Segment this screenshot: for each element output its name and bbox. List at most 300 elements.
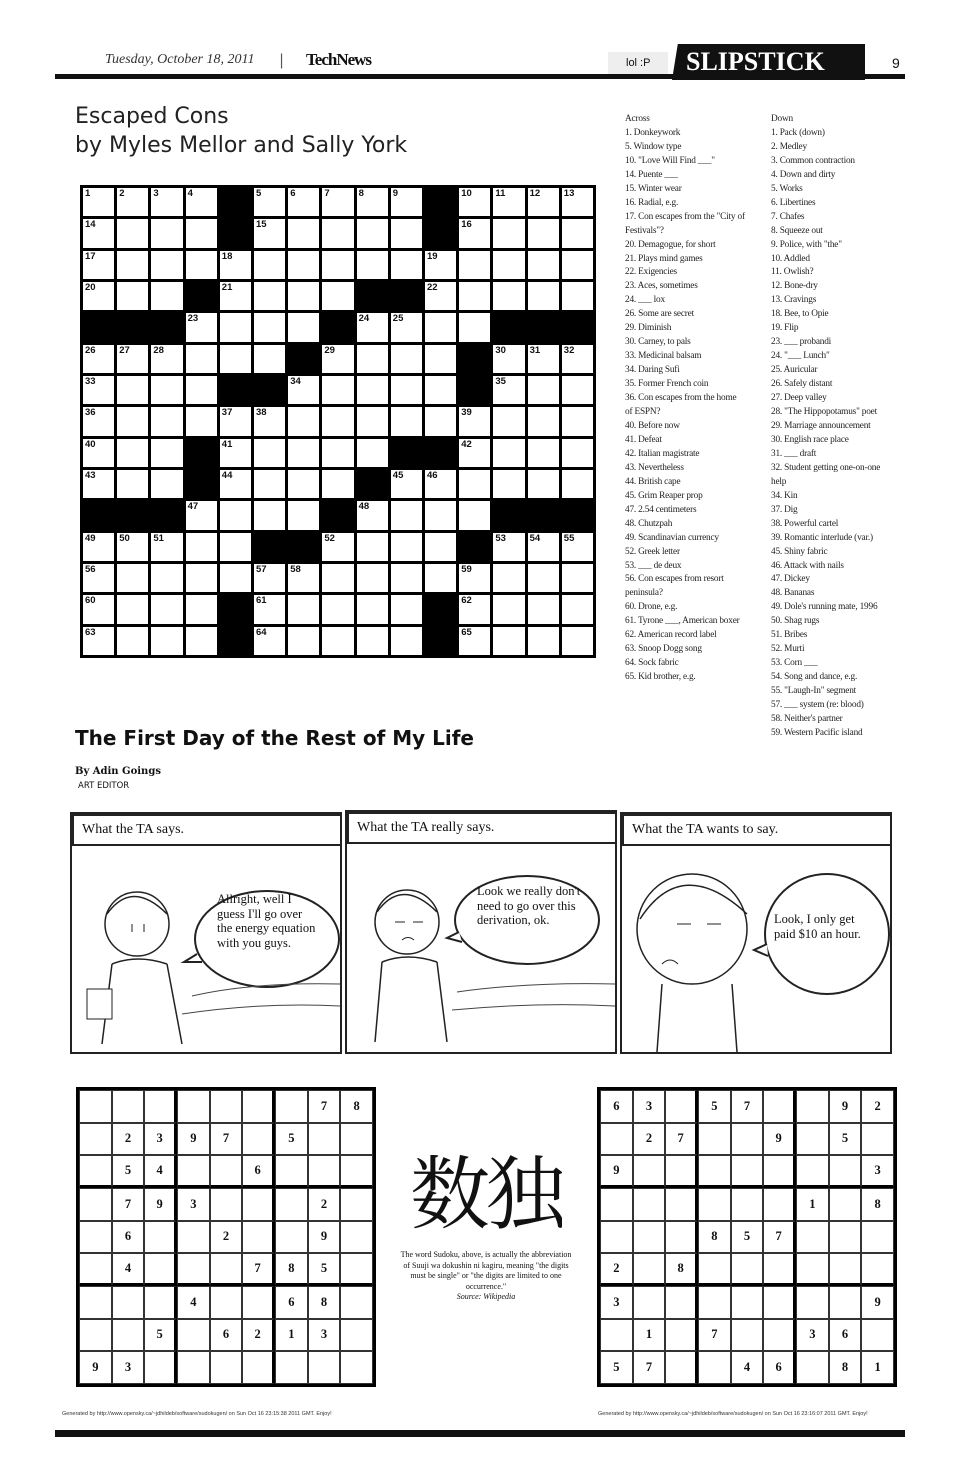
sudoku-cell[interactable]: 6 (829, 1319, 862, 1352)
crossword-cell (322, 219, 353, 247)
black-square (220, 595, 251, 623)
sudoku-cell[interactable] (829, 1286, 862, 1319)
crossword-cell (186, 376, 217, 404)
sudoku-cell[interactable] (242, 1286, 275, 1319)
black-square (186, 282, 217, 310)
sudoku-cell[interactable] (763, 1155, 796, 1188)
sudoku-cell[interactable] (665, 1188, 698, 1221)
sudoku-cell[interactable] (177, 1351, 210, 1384)
across-clue: 34. Daring Sufi (625, 365, 680, 376)
crossword-cell: 57 (254, 564, 285, 592)
sudoku-cell[interactable] (242, 1221, 275, 1254)
crossword-cell (528, 439, 559, 467)
sudoku-cell[interactable]: 6 (210, 1319, 243, 1352)
across-clue: 5. Window type (625, 141, 682, 152)
sudoku-cell[interactable] (763, 1188, 796, 1221)
crossword-cell: 61 (254, 595, 285, 623)
sudoku-cell[interactable] (665, 1351, 698, 1384)
sudoku-cell[interactable] (633, 1188, 666, 1221)
crossword-cell (493, 470, 524, 498)
across-clue: 56. Con escapes from resort (625, 574, 724, 585)
sudoku-cell[interactable]: 7 (633, 1351, 666, 1384)
across-clue: 65. Kid brother, e.g. (625, 672, 696, 683)
sudoku-cell[interactable] (665, 1155, 698, 1188)
sudoku-cell[interactable] (796, 1123, 829, 1156)
black-square (220, 219, 251, 247)
sudoku-cell[interactable] (340, 1351, 373, 1384)
sudoku-cell[interactable] (829, 1188, 862, 1221)
down-clue: 24. "___ Lunch" (771, 351, 830, 362)
crossword-cell: 34 (288, 376, 319, 404)
sudoku-cell[interactable] (308, 1155, 341, 1188)
down-clue: 29. Marriage announcement (771, 420, 871, 431)
sudoku-cell[interactable] (665, 1221, 698, 1254)
crossword-cell (288, 407, 319, 435)
down-clue: 38. Powerful cartel (771, 518, 839, 529)
panel-caption: What the TA says. (72, 814, 342, 846)
sudoku-cell[interactable] (177, 1090, 210, 1123)
sudoku-cell[interactable] (340, 1221, 373, 1254)
across-clue: 36. Con escapes from the home (625, 393, 737, 404)
sudoku-cell[interactable] (308, 1123, 341, 1156)
crossword-cell: 20 (83, 282, 114, 310)
sudoku-cell[interactable] (144, 1286, 177, 1319)
crossword-cell (117, 564, 148, 592)
sudoku-cell[interactable] (79, 1221, 112, 1254)
sudoku-cell[interactable] (242, 1123, 275, 1156)
sudoku-cell[interactable] (763, 1090, 796, 1123)
crossword-cell (288, 313, 319, 341)
crossword-cell (117, 376, 148, 404)
black-square (425, 219, 456, 247)
crossword-cell (117, 595, 148, 623)
comic-byline: By Adin Goings (75, 766, 161, 777)
sudoku-cell[interactable] (177, 1319, 210, 1352)
crossword-cell: 63 (83, 627, 114, 655)
sudoku-cell[interactable]: 6 (112, 1221, 145, 1254)
sudoku-cell[interactable]: 8 (829, 1351, 862, 1384)
sudoku-cell[interactable] (861, 1123, 894, 1156)
black-square (391, 282, 422, 310)
crossword-cell (391, 251, 422, 279)
panel-caption: What the TA really says. (347, 812, 617, 844)
author-role: ART EDITOR (78, 781, 130, 791)
comic-panel-1 (70, 812, 342, 1054)
sudoku-cell[interactable]: 2 (210, 1221, 243, 1254)
sudoku-cell[interactable] (861, 1319, 894, 1352)
across-clue: 61. Tyrone ___, American boxer (625, 616, 740, 627)
across-clue: 17. Con escapes from the "City of (625, 211, 745, 222)
crossword-cell (562, 282, 593, 310)
sudoku-cell[interactable] (861, 1253, 894, 1286)
sudoku-cell[interactable] (275, 1221, 308, 1254)
down-clue: 53. Corn ___ (771, 658, 818, 669)
sudoku-cell[interactable] (79, 1253, 112, 1286)
sudoku-cell[interactable]: 2 (112, 1123, 145, 1156)
sudoku-cell[interactable] (600, 1221, 633, 1254)
sudoku-cell[interactable] (112, 1319, 145, 1352)
speech-bubble (217, 892, 315, 950)
sudoku-cell[interactable] (633, 1155, 666, 1188)
sudoku-cell[interactable] (665, 1090, 698, 1123)
sudoku-kanji: 数独 (410, 1155, 562, 1240)
crossword-cell (151, 564, 182, 592)
sudoku-cell[interactable]: 5 (144, 1319, 177, 1352)
down-clue: 34. Kin (771, 490, 798, 501)
crossword-cell (562, 470, 593, 498)
sudoku-cell[interactable]: 8 (340, 1090, 373, 1123)
sudoku-cell[interactable] (308, 1351, 341, 1384)
sudoku-cell[interactable]: 8 (308, 1286, 341, 1319)
sudoku-cell[interactable]: 3 (308, 1319, 341, 1352)
crossword-cell: 30 (493, 345, 524, 373)
down-label: Down (771, 114, 793, 124)
sudoku-cell[interactable] (763, 1319, 796, 1352)
sudoku-cell[interactable] (796, 1155, 829, 1188)
down-clue: 28. "The Hippopotamus" poet (771, 407, 877, 418)
sudoku-cell[interactable] (340, 1253, 373, 1286)
crossword-cell: 32 (562, 345, 593, 373)
sudoku-cell[interactable]: 5 (112, 1155, 145, 1188)
sudoku-cell[interactable]: 7 (763, 1221, 796, 1254)
down-clue: 11. Owlish? (771, 267, 814, 278)
sudoku-cell[interactable]: 2 (242, 1319, 275, 1352)
down-clue: 12. Bone-dry (771, 281, 818, 292)
across-clue: 49. Scandinavian currency (625, 532, 719, 543)
crossword-cell: 17 (83, 251, 114, 279)
sudoku-cell[interactable] (144, 1351, 177, 1384)
sudoku-cell[interactable]: 7 (112, 1188, 145, 1221)
down-clue: 6. Libertines (771, 197, 816, 208)
sudoku-cell[interactable]: 3 (112, 1351, 145, 1384)
crossword-cell (117, 439, 148, 467)
across-clue: 52. Greek letter (625, 546, 680, 557)
sudoku-cell[interactable]: 8 (275, 1253, 308, 1286)
sudoku-cell[interactable]: 3 (144, 1123, 177, 1156)
sudoku-cell[interactable]: 5 (308, 1253, 341, 1286)
crossword-cell: 53 (493, 533, 524, 561)
crossword-cell (186, 595, 217, 623)
crossword-cell: 24 (357, 313, 388, 341)
sudoku-cell[interactable] (210, 1155, 243, 1188)
across-clue: 44. British cape (625, 476, 681, 487)
sudoku-left (76, 1087, 376, 1387)
sudoku-cell[interactable] (79, 1319, 112, 1352)
down-clue: 10. Addled (771, 253, 810, 264)
sudoku-cell[interactable] (763, 1286, 796, 1319)
across-clue: 30. Carney, to pals (625, 337, 691, 348)
crossword-cell: 1 (83, 188, 114, 216)
crossword-cell: 35 (493, 376, 524, 404)
sudoku-cell[interactable] (177, 1253, 210, 1286)
crossword-cell: 12 (528, 188, 559, 216)
sudoku-cell[interactable] (829, 1221, 862, 1254)
sudoku-cell[interactable]: 6 (763, 1351, 796, 1384)
crossword-cell (391, 345, 422, 373)
sudoku-cell[interactable] (731, 1155, 764, 1188)
sudoku-cell[interactable]: 7 (308, 1090, 341, 1123)
speech-bubble (477, 884, 580, 928)
sudoku-cell[interactable] (210, 1090, 243, 1123)
sudoku-cell[interactable] (600, 1319, 633, 1352)
sudoku-cell[interactable] (763, 1253, 796, 1286)
sudoku-cell[interactable] (79, 1286, 112, 1319)
sudoku-cell[interactable]: 2 (633, 1123, 666, 1156)
across-clue: 42. Italian magistrate (625, 448, 700, 459)
sudoku-cell[interactable] (731, 1253, 764, 1286)
crossword-cell: 2 (117, 188, 148, 216)
sudoku-cell[interactable] (79, 1155, 112, 1188)
crossword-cell: 59 (459, 564, 490, 592)
sudoku-cell[interactable]: 5 (698, 1090, 731, 1123)
sudoku-cell[interactable] (144, 1253, 177, 1286)
sudoku-cell[interactable] (275, 1351, 308, 1384)
sudoku-cell[interactable]: 7 (210, 1123, 243, 1156)
sudoku-cell[interactable]: 4 (112, 1253, 145, 1286)
across-clue: 60. Drone, e.g. (625, 602, 678, 613)
sudoku-cell[interactable]: 9 (600, 1155, 633, 1188)
sudoku-cell[interactable]: 5 (600, 1351, 633, 1384)
sudoku-cell[interactable]: 9 (308, 1221, 341, 1254)
sudoku-cell[interactable] (340, 1155, 373, 1188)
crossword-cell (322, 407, 353, 435)
down-clue: 48. Bananas (771, 588, 815, 599)
sudoku-cell[interactable]: 7 (242, 1253, 275, 1286)
sudoku-cell[interactable] (698, 1155, 731, 1188)
crossword-cell: 29 (322, 345, 353, 373)
sudoku-cell[interactable] (340, 1319, 373, 1352)
sudoku-cell[interactable] (861, 1221, 894, 1254)
sudoku-cell[interactable] (144, 1090, 177, 1123)
crossword-cell (391, 376, 422, 404)
sudoku-cell[interactable] (210, 1351, 243, 1384)
sudoku-cell[interactable] (665, 1319, 698, 1352)
sudoku-cell[interactable] (731, 1286, 764, 1319)
sudoku-cell[interactable]: 9 (79, 1351, 112, 1384)
black-square (186, 470, 217, 498)
section-title: SLIPSTICK (686, 47, 825, 76)
crossword-cell (528, 376, 559, 404)
speech-bubble (774, 912, 861, 941)
sudoku-cell[interactable] (829, 1155, 862, 1188)
sudoku-cell[interactable]: 9 (861, 1286, 894, 1319)
crossword-cell (425, 533, 456, 561)
sudoku-cell[interactable]: 3 (861, 1155, 894, 1188)
across-clue: 20. Demagogue, for short (625, 239, 716, 250)
crossword-cell (357, 345, 388, 373)
sudoku-cell[interactable] (340, 1123, 373, 1156)
sudoku-cell[interactable]: 6 (242, 1155, 275, 1188)
crossword-cell: 45 (391, 470, 422, 498)
sudoku-cell[interactable]: 6 (600, 1090, 633, 1123)
sudoku-cell[interactable] (633, 1286, 666, 1319)
sudoku-cell[interactable] (177, 1155, 210, 1188)
crossword-cell (528, 470, 559, 498)
sudoku-cell[interactable] (665, 1286, 698, 1319)
sudoku-cell[interactable] (698, 1188, 731, 1221)
crossword-cell (562, 219, 593, 247)
black-square (288, 345, 319, 373)
sudoku-cell[interactable]: 4 (177, 1286, 210, 1319)
crossword-cell (151, 219, 182, 247)
page-number: 9 (892, 55, 900, 71)
crossword-cell: 52 (322, 533, 353, 561)
sudoku-cell[interactable] (698, 1123, 731, 1156)
black-square (528, 501, 559, 529)
sudoku-cell[interactable]: 9 (144, 1188, 177, 1221)
sudoku-cell[interactable]: 3 (600, 1286, 633, 1319)
sudoku-cell[interactable]: 7 (731, 1090, 764, 1123)
crossword-cell: 8 (357, 188, 388, 216)
sudoku-cell[interactable] (79, 1123, 112, 1156)
sudoku-cell[interactable]: 8 (861, 1188, 894, 1221)
crossword-cell (288, 627, 319, 655)
crossword-cell (562, 564, 593, 592)
sudoku-cell[interactable]: 3 (177, 1188, 210, 1221)
crossword-cell (425, 501, 456, 529)
sudoku-cell[interactable] (210, 1286, 243, 1319)
sudoku-cell[interactable] (112, 1090, 145, 1123)
issue-date: Tuesday, October 18, 2011 (105, 52, 255, 67)
sudoku-cell[interactable] (796, 1286, 829, 1319)
sudoku-cell[interactable]: 1 (861, 1351, 894, 1384)
sudoku-cell[interactable] (600, 1123, 633, 1156)
sudoku-cell[interactable]: 6 (275, 1286, 308, 1319)
sudoku-cell[interactable] (210, 1188, 243, 1221)
sudoku-cell[interactable] (79, 1188, 112, 1221)
black-square (117, 313, 148, 341)
sudoku-cell[interactable] (275, 1090, 308, 1123)
sudoku-cell[interactable]: 1 (275, 1319, 308, 1352)
crossword-cell: 27 (117, 345, 148, 373)
sudoku-cell[interactable] (829, 1253, 862, 1286)
sudoku-cell[interactable]: 5 (829, 1123, 862, 1156)
crossword-cell (357, 595, 388, 623)
down-clue: 45. Shiny fabric (771, 546, 828, 557)
crossword-cell (322, 282, 353, 310)
sudoku-cell[interactable] (731, 1188, 764, 1221)
crossword-cell (562, 376, 593, 404)
black-square (425, 439, 456, 467)
sudoku-cell[interactable] (242, 1188, 275, 1221)
sudoku-cell[interactable] (796, 1090, 829, 1123)
sudoku-cell[interactable]: 5 (275, 1123, 308, 1156)
crossword-cell: 48 (357, 501, 388, 529)
crossword-cell: 54 (528, 533, 559, 561)
bubble-line: derivation, ok. (477, 913, 550, 927)
crossword-cell (151, 470, 182, 498)
sudoku-cell[interactable]: 2 (861, 1090, 894, 1123)
sudoku-cell[interactable] (242, 1090, 275, 1123)
sudoku-cell[interactable] (633, 1221, 666, 1254)
sudoku-cell[interactable] (698, 1351, 731, 1384)
sudoku-cell[interactable] (79, 1090, 112, 1123)
crossword-cell (322, 376, 353, 404)
crossword-cell (425, 407, 456, 435)
crossword-cell (151, 407, 182, 435)
crossword-cell (254, 282, 285, 310)
across-clue: 1. Donkeywork (625, 127, 681, 138)
sudoku-cell[interactable] (275, 1155, 308, 1188)
header-separator: | (279, 51, 285, 69)
crossword-cell (220, 533, 251, 561)
sudoku-cell[interactable]: 1 (633, 1319, 666, 1352)
across-clue: 10. "Love Will Find ___" (625, 155, 715, 166)
sudoku-cell[interactable] (731, 1319, 764, 1352)
sudoku-cell[interactable] (796, 1221, 829, 1254)
sudoku-cell[interactable]: 9 (763, 1123, 796, 1156)
sudoku-cell[interactable]: 4 (731, 1351, 764, 1384)
sudoku-cell[interactable]: 3 (796, 1319, 829, 1352)
comic-panel-3 (620, 812, 892, 1054)
sudoku-cell[interactable]: 2 (600, 1253, 633, 1286)
crossword-cell (186, 251, 217, 279)
sudoku-cell[interactable] (340, 1188, 373, 1221)
crossword-cell (254, 345, 285, 373)
sudoku-cell[interactable]: 3 (633, 1090, 666, 1123)
black-square (425, 627, 456, 655)
sudoku-cell[interactable] (144, 1221, 177, 1254)
crossword-cell: 23 (186, 313, 217, 341)
sudoku-cell[interactable]: 4 (144, 1155, 177, 1188)
sudoku-cell[interactable] (698, 1286, 731, 1319)
crossword-cell (391, 533, 422, 561)
down-clue: 37. Dig (771, 504, 798, 515)
sudoku-cell[interactable]: 7 (665, 1123, 698, 1156)
sudoku-cell[interactable]: 5 (731, 1221, 764, 1254)
sudoku-cell[interactable] (275, 1188, 308, 1221)
black-square (220, 627, 251, 655)
crossword-cell: 43 (83, 470, 114, 498)
crossword-cell (528, 251, 559, 279)
crossword-cell (151, 627, 182, 655)
crossword-cell (493, 627, 524, 655)
sudoku-cell[interactable]: 7 (698, 1319, 731, 1352)
black-square (322, 501, 353, 529)
sudoku-cell[interactable] (112, 1286, 145, 1319)
sudoku-cell[interactable]: 9 (829, 1090, 862, 1123)
crossword-cell: 19 (425, 251, 456, 279)
sudoku-cell[interactable] (796, 1351, 829, 1384)
sudoku-cell[interactable]: 8 (665, 1253, 698, 1286)
crossword-cell: 47 (186, 501, 217, 529)
bubble-line: Look we really don't (477, 884, 581, 898)
bubble-line: need to go over this (477, 898, 576, 913)
crossword-cell (459, 470, 490, 498)
sudoku-cell[interactable] (210, 1253, 243, 1286)
sudoku-cell[interactable] (698, 1253, 731, 1286)
crossword-cell (528, 595, 559, 623)
crossword-cell (288, 501, 319, 529)
across-clues (625, 113, 765, 685)
black-square (151, 313, 182, 341)
sudoku-cell[interactable] (633, 1253, 666, 1286)
sudoku-cell[interactable]: 8 (698, 1221, 731, 1254)
crossword-cell: 6 (288, 188, 319, 216)
sudoku-cell[interactable] (340, 1286, 373, 1319)
sudoku-cell[interactable] (242, 1351, 275, 1384)
sudoku-cell[interactable] (600, 1188, 633, 1221)
black-square (254, 376, 285, 404)
sudoku-cell[interactable] (731, 1123, 764, 1156)
black-square (357, 470, 388, 498)
crossword-cell (357, 376, 388, 404)
sudoku-cell[interactable]: 9 (177, 1123, 210, 1156)
sudoku-cell[interactable] (177, 1221, 210, 1254)
sudoku-cell[interactable]: 1 (796, 1188, 829, 1221)
sudoku-cell[interactable] (796, 1253, 829, 1286)
sudoku-cell[interactable]: 2 (308, 1188, 341, 1221)
